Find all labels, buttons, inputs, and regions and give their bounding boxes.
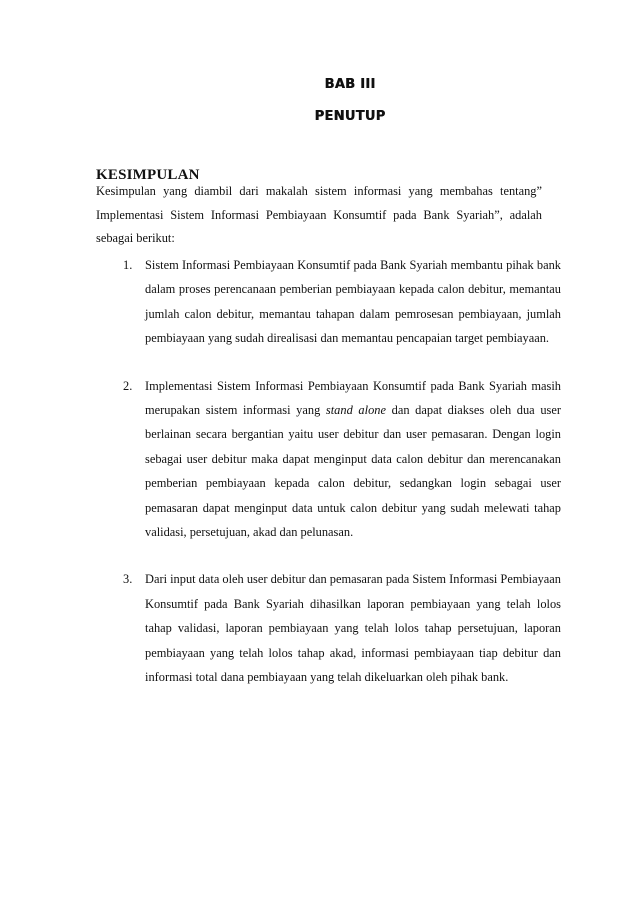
list-item-text: Sistem Informasi Pembiayaan Konsumtif pada Bank Syariah membantu pihak bank dalam proses perencanaan pemberian pembiayaan kepada calon debitur, memantau jumlah calon debitur, memantau tahapan dalam pemrosesan pembiayaan, jumlah pembiayaan yang sudah direalisasi dan memantau pencapaian target pembiayaan.: [145, 258, 561, 346]
italic-term: stand alone: [325, 403, 386, 418]
list-item-text-part: Implementasi Sistem Informasi Pembiayaan Konsumtif pada Bank Syariah masih merupakan sistem informasi yang: [145, 378, 561, 418]
chapter-title: PENUTUP: [314, 109, 386, 124]
section-heading: KESIMPULAN: [96, 167, 200, 183]
list-item-number: 3.: [123, 572, 133, 587]
intro-paragraph: Kesimpulan yang diambil dari makalah sistem informasi yang membahas tentang” Implementasi Sistem Informasi Pembiayaan Konsumtif pada Bank Syariah”, adalah sebagai berikut:: [96, 184, 542, 245]
chapter-number: BAB III: [324, 77, 376, 92]
list-item-number: 2.: [123, 378, 133, 393]
list-item-1: [96, 253, 561, 351]
list-item-3: [96, 567, 561, 689]
list-item-text: [145, 374, 561, 545]
list-item-text: Dari input data oleh user debitur dan pemasaran pada Sistem Informasi Pembiayaan Konsumtif pada Bank Syariah dihasilkan laporan pembiayaan yang telah lolos tahap validasi, laporan pembiayaan yang telah lolos tahap persetujuan, laporan pembiayaan yang telah lolos tahap akad, informasi pembiayaan tiap debitur dan informasi total dana pembiayaan yang telah dikeluarkan oleh pihak bank.: [145, 572, 561, 685]
list-item-number: 1.: [123, 258, 133, 272]
list-item-text-part: dan dapat diakses oleh dua user berlainan secara bergantian yaitu user debitur dan user pemasaran. Dengan login sebagai user debitur maka dapat menginput data calon debitur dan merencanakan pemberian pembiayaan kepada calon debitur, sedangkan login sebagai user pemasaran dapat menginput data untuk calon debitur yang sudah melewati tahap validasi, persetujuan, akad dan pelunasan.: [145, 403, 561, 540]
conclusion-list: [96, 253, 561, 690]
list-item-2: [96, 374, 561, 545]
